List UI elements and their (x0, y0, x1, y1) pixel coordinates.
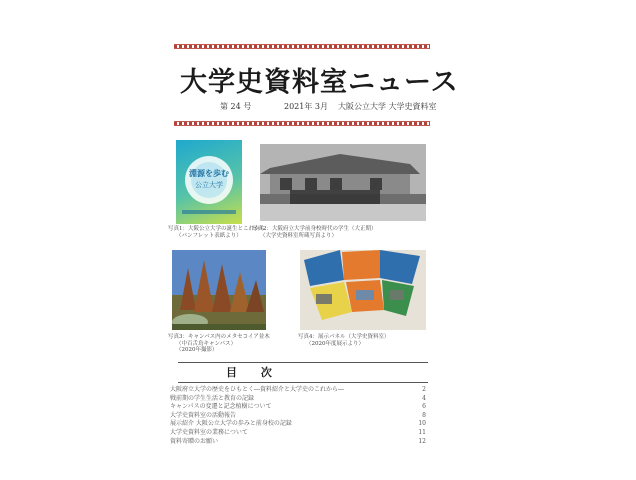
toc-item[interactable] (170, 395, 426, 404)
toc-bottom-rule (178, 382, 428, 383)
toc-item[interactable] (170, 438, 426, 447)
newsletter-page (168, 44, 459, 480)
toc-item[interactable] (170, 403, 426, 412)
toc-item-title: 展示紹介 大阪公立大学の歩みと前身校の記録 (170, 420, 292, 428)
toc-item-title: 大学史資料室の業務について (170, 428, 248, 436)
header-bottom-border (174, 121, 430, 126)
photo2-caption: 写真2：大阪府立大学前身校時代の学生（大正期） （大学史資料室所蔵写真より） (252, 226, 377, 239)
newsletter-title: 大学史資料室ニュース (180, 67, 459, 98)
toc-item[interactable] (170, 386, 426, 395)
photo-exhibit-panels (300, 250, 426, 330)
booklet-title: 淵源を歩む (189, 168, 229, 178)
toc-item[interactable] (170, 420, 426, 429)
historic-photo-graphic (260, 144, 426, 221)
toc-heading: 目 次 (226, 366, 282, 379)
toc-item-page: 12 (418, 437, 426, 445)
toc-item-page: 11 (418, 428, 426, 436)
photo-trees (172, 250, 266, 330)
toc-item-title: 大学史資料室の活動報告 (170, 411, 237, 419)
toc-item-title: キャンパスの変遷と記念植樹について (170, 403, 272, 411)
toc-item-title: 大阪府立大学の歴史をひもとく―資料紹介と大学史のこれから― (170, 386, 345, 393)
toc-item-page: 6 (422, 403, 426, 411)
table-of-contents (170, 386, 426, 446)
top-decorative-border (174, 44, 430, 49)
photo3-caption: 写真3：キャンパス内のメタセコイア並木 （中百舌鳥キャンパス） （2020年撮影） (168, 334, 270, 353)
issue-publisher: 大阪公立大学 大学史資料室 (338, 102, 437, 111)
toc-item-page: 2 (422, 386, 426, 393)
issue-date: 2021年 3月 (284, 102, 328, 111)
toc-item-page: 4 (422, 394, 426, 402)
panels-photo-graphic (300, 250, 426, 330)
toc-item-title: 資料寄贈のお願い (170, 437, 219, 445)
photo-booklet-cover (176, 140, 242, 224)
toc-top-rule (178, 362, 428, 363)
trees-photo-graphic (172, 250, 266, 330)
photo-historic-building (260, 144, 426, 221)
toc-item[interactable] (170, 429, 426, 438)
toc-item-page: 8 (422, 411, 426, 419)
photo4-caption: 写真4：展示パネル（大学史資料室） （2020年度展示より） (298, 334, 390, 347)
photo1-caption: 写真1：大阪公立大学の誕生とこれから （パンフレット表紙より） (168, 226, 266, 239)
issue-number: 第 24 号 (220, 102, 252, 111)
toc-item-page: 10 (418, 420, 426, 428)
booklet-subtitle: 公立大学 (195, 181, 223, 189)
toc-item-title: 戦前期の学生生活と教育の記録 (170, 394, 255, 402)
